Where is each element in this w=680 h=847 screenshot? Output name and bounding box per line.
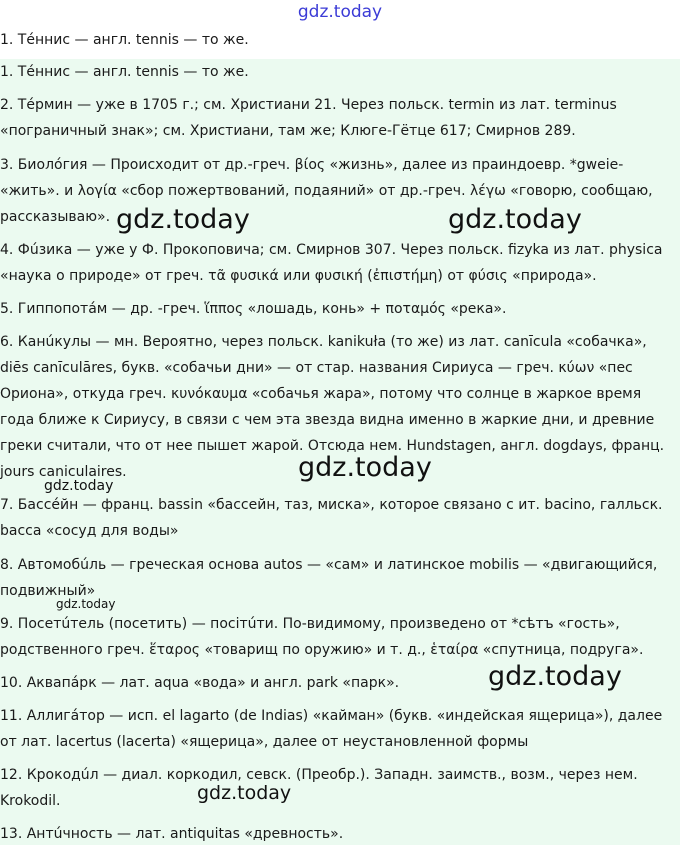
watermark: gdz.today bbox=[488, 661, 622, 692]
entry-line: 12. Крокодúл — диал. коркодил, севск. (Преобр.). Западн. заимств., возм., через нем. bbox=[0, 767, 638, 783]
watermark: gdz.today bbox=[44, 478, 114, 494]
entry-line: подвижный» bbox=[0, 583, 96, 599]
entry-line: 1. Тéннис — англ. tennis — то же. bbox=[0, 64, 249, 80]
entry-6 bbox=[0, 329, 678, 485]
entry-line: «наука о природе» от греч. τᾶ φυσικά или φυσική (ἐπιστήμη) от φύσις «природа». bbox=[0, 268, 597, 284]
entry-4 bbox=[0, 237, 678, 289]
entry-12 bbox=[0, 762, 678, 814]
entry-10 bbox=[0, 670, 678, 696]
watermark: gdz.today bbox=[448, 204, 582, 235]
entry-line: 8. Автомобúль — греческая основа autos — «сам» и латинское mobilis — «двигающийся, bbox=[0, 557, 658, 573]
entry-line: 2. Тéрмин — уже в 1705 г.; см. Христиани 21. Через польск. termin из лат. terminus bbox=[0, 97, 617, 113]
watermark: gdz.today bbox=[197, 782, 292, 804]
entry-line: 11. Аллигáтор — исп. el lagarto (de Indias) «кайман» (букв. «индейская ящерица»), далее bbox=[0, 708, 663, 724]
header-watermark: gdz.today bbox=[297, 2, 383, 22]
entry-line: jours caniculaires. bbox=[0, 464, 127, 480]
entry-3 bbox=[0, 152, 678, 230]
entry-1 bbox=[0, 59, 678, 85]
entry-line: 6. Канúкулы — мн. Вероятно, через польск. kanikuła (то же) из лат. canīcula «собачка», bbox=[0, 334, 647, 350]
answer-panel bbox=[0, 59, 680, 845]
entry-line: 5. Гиппопотáм — др. -греч. ἵππος «лошадь, конь» + ποταμός «река». bbox=[0, 301, 507, 317]
entry-line: 7. Бассéйн — франц. bassin «бассейн, таз, миска», которое связано с ит. bacino, галльск. bbox=[0, 497, 663, 513]
watermark: gdz.today bbox=[298, 452, 432, 483]
entry-line: греки считали, что от нее пышет жарой. Отсюда нем. Hundstagen, англ. dogdays, франц. bbox=[0, 438, 665, 454]
entry-line: рассказываю». bbox=[0, 209, 111, 225]
entry-13 bbox=[0, 821, 678, 847]
first-line: 1. Тéннис — англ. tennis — то же. bbox=[0, 32, 249, 48]
entry-line: bacca «сосуд для воды» bbox=[0, 523, 179, 539]
entry-8 bbox=[0, 552, 678, 604]
entry-line: Krokodil. bbox=[0, 793, 61, 809]
entry-7 bbox=[0, 492, 678, 544]
entry-line: от лат. lacertus (lacerta) «ящерица», далее от неустановленной формы bbox=[0, 734, 529, 750]
entry-2 bbox=[0, 92, 678, 144]
entry-line: 9. Посетúтель (посетить) — посітúти. По-видимому, произведено от *сѣтъ «гость», bbox=[0, 616, 620, 632]
entry-line: «жить». и λογία «сбор пожертвований, подаяний» от др.-греч. λέγω «говорю, сообщаю, bbox=[0, 183, 653, 199]
entry-line: diēs canīculāres, букв. «собачьи дни» — от стар. названия Сириуса — греч. κύων «пес bbox=[0, 360, 633, 376]
entry-line: года ближе к Сириусу, в связи с чем эта звезда видна именно в жаркие дни, и древние bbox=[0, 412, 655, 428]
watermark: gdz.today bbox=[56, 597, 116, 611]
entry-line: Ориона», откуда греч. κυνόκαυμα «собачья жара», потому что солнце в жаркое время bbox=[0, 386, 642, 402]
entry-line: 3. Биолóгия — Происходит от др.-греч. βίος «жизнь», далее из праиндоевр. *gweie- bbox=[0, 157, 624, 173]
entry-line: 10. Аквапáрк — лат. aqua «вода» и англ. park «парк». bbox=[0, 675, 400, 691]
entry-9 bbox=[0, 611, 678, 663]
entry-line: «пограничный знак»; см. Христиани, там же; Клюге-Гётце 617; Смирнов 289. bbox=[0, 123, 576, 139]
entry-11 bbox=[0, 703, 678, 755]
watermark: gdz.today bbox=[116, 204, 250, 235]
entry-line: 4. Фúзика — уже у Ф. Прокоповича; см. Смирнов 307. Через польск. fizyka из лат. physica bbox=[0, 242, 663, 258]
entry-5 bbox=[0, 296, 678, 322]
entry-line: 13. Антúчность — лат. antiquitas «древность». bbox=[0, 826, 344, 842]
entry-line: родственного греч. ἕταρος «товарищ по оружию» и т. д., ἑταίρα «спутница, подруга». bbox=[0, 642, 644, 658]
